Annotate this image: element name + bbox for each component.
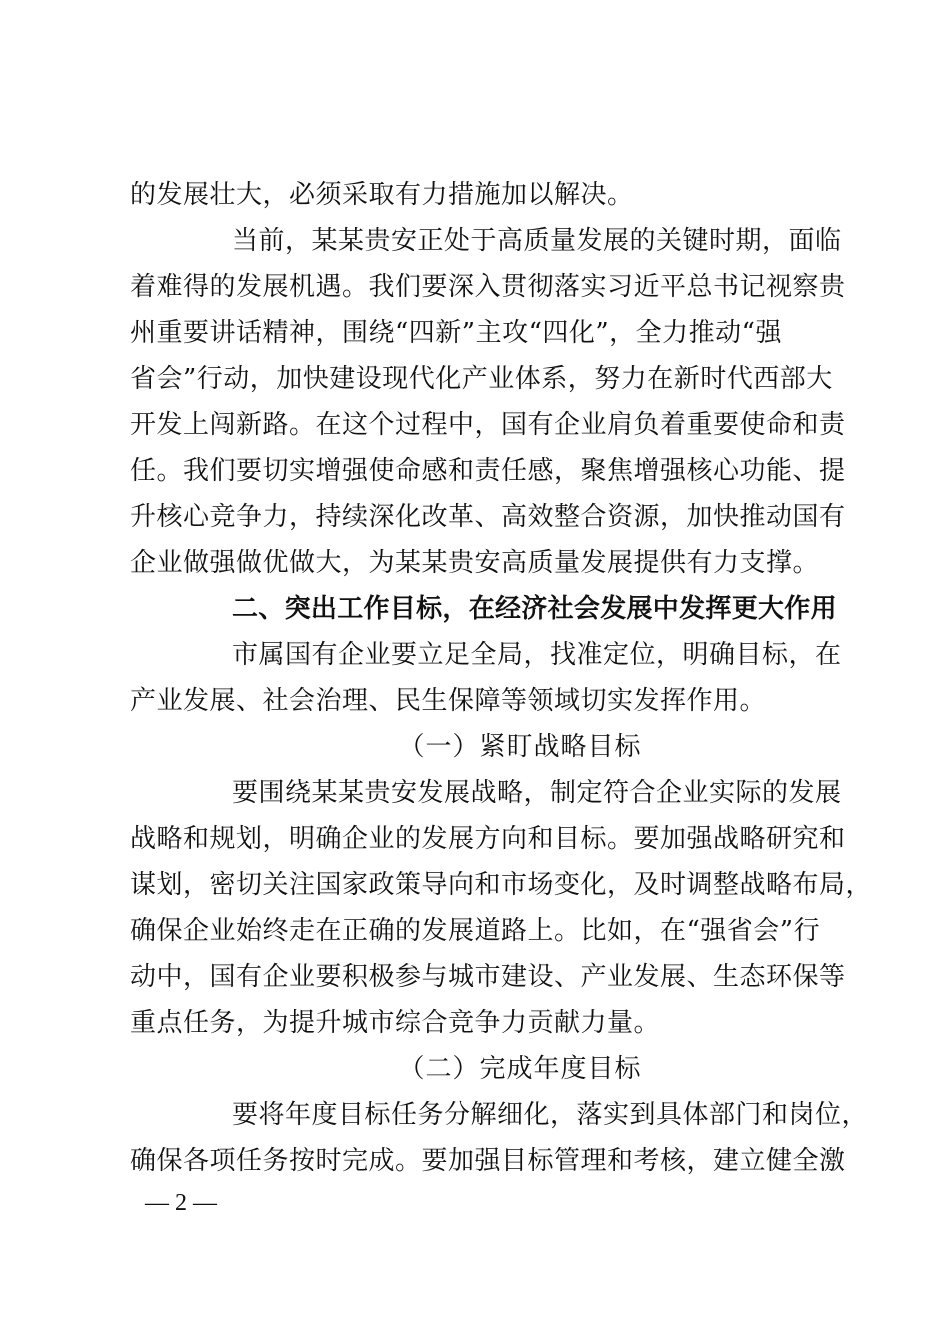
paragraph-line: 企业做强做优做大，为某某贵安高质量发展提供有力支撑。 — [130, 548, 820, 578]
paragraph-line: 确保各项任务按时完成。要加强目标管理和考核，建立健全激 — [130, 1146, 846, 1176]
paragraph-line: 省会”行动，加快建设现代化产业体系，努力在新时代西部大 — [130, 364, 833, 394]
paragraph-line: 着难得的发展机遇。我们要深入贯彻落实习近平总书记视察贵 — [130, 272, 846, 302]
paragraph-line: 重点任务，为提升城市综合竞争力贡献力量。 — [130, 1008, 661, 1038]
subsection-heading: （一）紧盯战略目标 — [398, 732, 642, 762]
paragraph-line: 产业发展、社会治理、民生保障等领域切实发挥作用。 — [130, 686, 767, 716]
paragraph-line: 要围绕某某贵安发展战略，制定符合企业实际的发展 — [232, 778, 842, 808]
paragraph-line: 任。我们要切实增强使命感和责任感，聚焦增强核心功能、提 — [130, 456, 846, 486]
paragraph-line: 开发上闯新路。在这个过程中，国有企业肩负着重要使命和责 — [130, 410, 846, 440]
paragraph-line: 市属国有企业要立足全局，找准定位，明确目标，在 — [232, 640, 842, 670]
paragraph-line: 确保企业始终走在正确的发展道路上。比如，在“强省会”行 — [130, 916, 821, 946]
paragraph-line: 战略和规划，明确企业的发展方向和目标。要加强战略研究和 — [130, 824, 846, 854]
paragraph-line: 的发展壮大，必须采取有力措施加以解决。 — [130, 180, 634, 210]
paragraph-line: 谋划，密切关注国家政策导向和市场变化，及时调整战略布局， — [130, 870, 873, 900]
paragraph-line: 州重要讲话精神，围绕“四新”主攻“四化”，全力推动“强 — [130, 318, 782, 348]
paragraph-line: 动中，国有企业要积极参与城市建设、产业发展、生态环保等 — [130, 962, 846, 992]
paragraph-line: 要将年度目标任务分解细化，落实到具体部门和岗位， — [232, 1100, 869, 1130]
subsection-heading: （二）完成年度目标 — [398, 1054, 642, 1084]
section-heading: 二、突出工作目标，在经济社会发展中发挥更大作用 — [232, 594, 837, 624]
paragraph-line: 升核心竞争力，持续深化改革、高效整合资源，加快推动国有 — [130, 502, 846, 532]
paragraph-line: 当前，某某贵安正处于高质量发展的关键时期，面临 — [232, 226, 842, 256]
page-number: — 2 — — [145, 1190, 217, 1216]
